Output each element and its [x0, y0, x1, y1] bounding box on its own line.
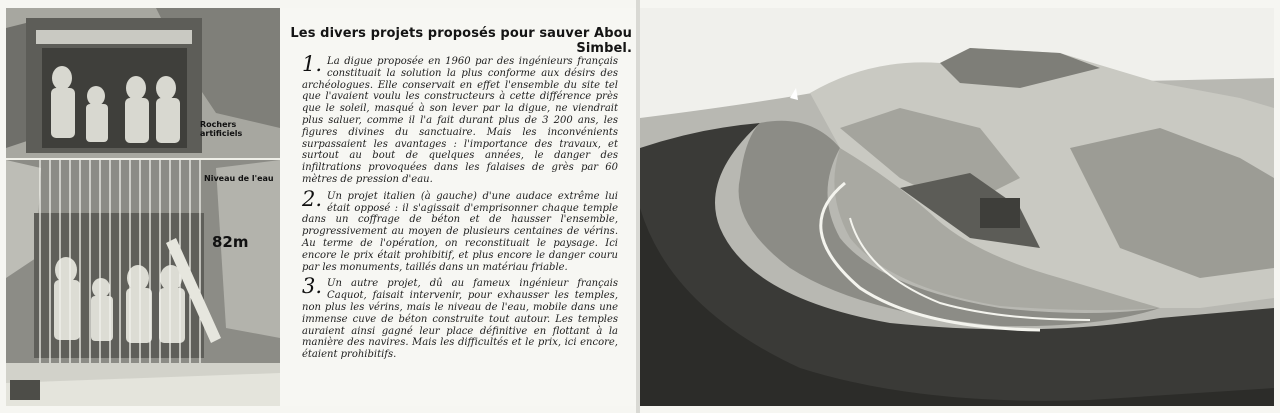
- paragraph-1-number: 1.: [302, 52, 323, 76]
- label-height: 82m: [212, 233, 249, 251]
- dam-photo-illustration: [640, 8, 1274, 406]
- paragraph-3-text: Un autre projet, dû au fameux ingénieur français Caquot, faisait intervenir, pour exhausser les temples, non plus les vérins, mais le niveau de l'eau, mobile dans une immense cuve de béton construite tout autour. Les temples auraient ainsi gagné leur place définitive en flottant à la manière des navires. Mais les difficultés et le prix, ici encore, étaient prohibitifs.: [302, 278, 618, 361]
- temple-jacking-photo: [6, 8, 280, 406]
- dam-aerial-photo: [640, 8, 1274, 406]
- label-water-level: Niveau de l'eau: [204, 174, 274, 183]
- projects-text: [302, 52, 618, 366]
- paragraph-2-text: Un projet italien (à gauche) d'une audace extrême lui était opposé : il s'agissait d'emprisonner chaque temple dans un coffrage de béton et de hausser l'ensemble, progressivement au moyen de plusieurs centaines de vérins. Au terme de l'opération, on reconstituait le paysage. Ici encore le prix était prohibitif, et plus encore le danger couru par les monuments, taillés dans un matériau friable.: [302, 190, 618, 273]
- page-title: Les divers projets proposés pour sauver Abou Simbel.: [290, 26, 632, 56]
- paragraph-1: [302, 52, 618, 186]
- paragraph-3: [302, 274, 618, 361]
- left-page: [6, 8, 637, 406]
- paragraph-1-text: La digue proposée en 1960 par des ingénieurs français constituait la solution la plus conforme aux désirs des archéologues. Elle conservait en effet l'ensemble du site tel que l'avaient voulu les constructeurs à cette différence près que le soleil, masqué à son lever par la digue, ne viendrait plus saluer, comme il l'a fait durant plus de 3 200 ans, les figures divines du sanctuaire. Mais les inconvénients surpassaient les avantages : l'importance des travaux, et surtout au bout de quelques années, le danger des infiltrations provoquées dans les falaises de grès par 60 mètres de pression d'eau.: [302, 56, 618, 185]
- paragraph-2-number: 2.: [302, 186, 323, 211]
- temple-photo-illustration: [6, 8, 280, 406]
- paragraph-3-number: 3.: [302, 274, 323, 299]
- paragraph-2: [302, 186, 618, 274]
- label-artificial-rocks: Rochers artificiels: [200, 120, 243, 138]
